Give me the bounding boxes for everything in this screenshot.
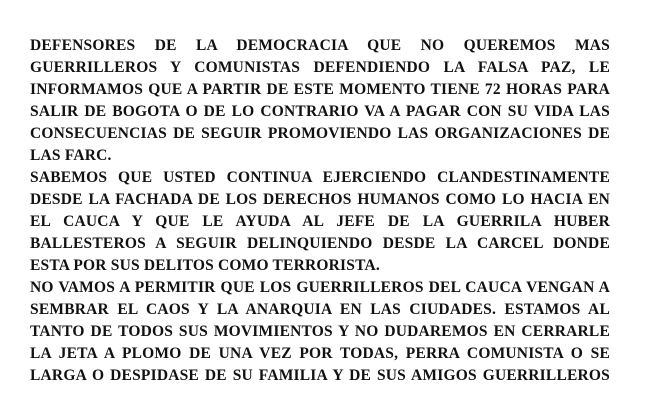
paragraph-3-line-3: TANTO DE TODOS SUS MOVIMIENTOS Y NO DUDAREMOS EN CERRARLE [30,323,610,340]
paragraph-1-line-5: CONSECUENCIAS DE SEGUIR PROMOVIENDO LAS ORGANIZACIONES DE [30,125,610,142]
paragraph-1-line-3: INFORMAMOS QUE A PARTIR DE ESTE MOMENTO TIENE 72 HORAS PARA [30,81,610,98]
paragraph-2-line-3: EL CAUCA Y QUE LE AYUDA AL JEFE DE LA GUERRILA HUBER [30,213,610,230]
paragraph-1-line-4: SALIR DE BOGOTA O DE LO CONTRARIO VA A PAGAR CON SU VIDA LAS [30,103,610,120]
paragraph-3-line-5: LARGA O DESPIDASE DE SU FAMILIA Y DE SUS AMIGOS GUERRILLEROS [30,367,610,384]
paragraph-3-line-2: SEMBRAR EL CAOS Y LA ANARQUIA EN LAS CIUDADES. ESTAMOS AL [30,301,610,318]
paragraph-2-line-2: DESDE LA FACHADA DE LOS DERECHOS HUMANOS COMO LO HACIA EN [30,191,610,208]
paragraph-3-line-4: LA JETA A PLOMO DE UNA VEZ POR TODAS, PERRA COMUNISTA O SE [30,345,610,362]
paragraph-3-line-1: NO VAMOS A PERMITIR QUE LOS GUERRILLEROS DEL CAUCA VENGAN A [30,279,610,296]
paragraph-1-line-2: GUERRILLEROS Y COMUNISTAS DEFENDIENDO LA FALSA PAZ, LE [30,59,610,76]
paragraph-2-line-1: SABEMOS QUE USTED CONTINUA EJERCIENDO CLANDESTINAMENTE [30,169,610,186]
paragraph-2-line-4: BALLESTEROS A SEGUIR DELINQUIENDO DESDE LA CARCEL DONDE [30,235,610,252]
paragraph-1-line-1: DEFENSORES DE LA DEMOCRACIA QUE NO QUEREMOS MAS [30,37,610,54]
paragraph-2-line-5: ESTA POR SUS DELITOS COMO TERRORISTA. [30,257,380,274]
paragraph-1-line-6: LAS FARC. [30,147,112,164]
